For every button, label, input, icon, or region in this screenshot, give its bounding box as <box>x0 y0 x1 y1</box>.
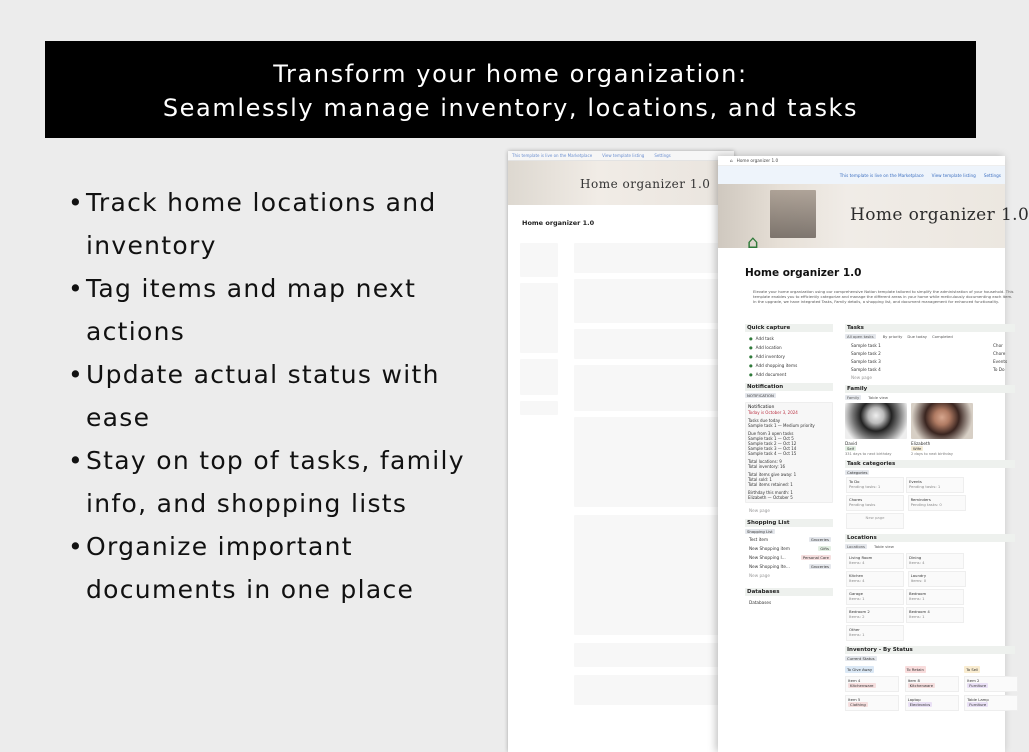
plus-icon: ● <box>749 372 753 377</box>
location-card[interactable]: Kitchen Items: 4 <box>846 571 904 587</box>
quick-capture-item[interactable]: ● Add location <box>749 345 782 350</box>
family-tabs <box>845 395 1015 400</box>
plus-icon: ● <box>749 354 753 359</box>
categories-view-tag[interactable]: Categories <box>847 469 868 475</box>
view-listing-link[interactable]: View template listing <box>931 172 976 178</box>
headline-line-2: Seamlessly manage inventory, locations, and tasks <box>162 94 859 122</box>
board-card[interactable]: Item 8 Kitchenware <box>905 676 959 692</box>
feature-item: • Tag items and map next actions <box>68 274 417 346</box>
preview-left-column <box>514 241 564 707</box>
tab-family[interactable]: Family <box>847 394 860 400</box>
quick-capture-item[interactable]: ● Add shopping items <box>749 363 798 368</box>
tab-all-open[interactable]: All open tasks <box>847 334 874 339</box>
category-card[interactable]: Chores Pending tasks <box>846 495 904 511</box>
notification-view-tag[interactable]: NOTIFICATION <box>747 393 774 398</box>
settings-link[interactable]: Settings <box>983 172 1001 178</box>
preview-screenshot-full <box>508 151 734 752</box>
feature-item: • Organize important documents in one place <box>68 532 415 604</box>
board-card[interactable]: Item 2 Furniture <box>964 676 1018 692</box>
inventory-heading: Inventory - By Status <box>845 646 1015 654</box>
right-column <box>845 324 1015 711</box>
inventory-view-tag[interactable]: Current Status <box>847 655 875 661</box>
board-column: To Retain Item 8 Kitchenware Laptop Electronics <box>905 666 959 711</box>
cover-image <box>718 184 1029 248</box>
databases-heading: Databases <box>745 588 833 596</box>
plus-icon: ● <box>749 345 753 350</box>
marketplace-notice-bar <box>718 166 1005 184</box>
feature-list <box>68 181 506 611</box>
task-row[interactable]: Sample task 4 <box>851 366 881 372</box>
task-row[interactable]: Sample task 1 <box>851 343 881 349</box>
board-column: To Sell Item 2 Furniture Table Lamp Furniture <box>964 666 1018 711</box>
family-heading: Family <box>845 385 1015 393</box>
home-icon: ⌂ <box>747 232 759 253</box>
preview-brand: Home organizer 1.0 <box>580 177 711 191</box>
board-card[interactable]: Laptop Electronics <box>905 695 959 711</box>
shopping-row[interactable]: New Shopping I... Personal Care <box>749 555 829 560</box>
tasks-tabs <box>845 334 1015 339</box>
category-card[interactable]: Reminders Pending tasks: 0 <box>908 495 966 511</box>
location-card[interactable]: Garage Items: 1 <box>846 589 904 605</box>
quick-capture-heading: Quick capture <box>745 324 833 332</box>
board-card[interactable]: Item 4 Kitchenware <box>845 676 899 692</box>
left-column <box>745 324 833 607</box>
inventory-board <box>845 666 1015 711</box>
feature-item: • Track home locations and inventory <box>68 188 437 260</box>
notification-heading: Notification <box>745 383 833 391</box>
preview-cover-image <box>508 161 734 205</box>
location-card[interactable]: Bedroom 4 Items: 1 <box>906 607 964 623</box>
category-card[interactable]: Events Pending tasks: 1 <box>906 477 964 493</box>
location-card[interactable]: Living Room Items: 4 <box>846 553 904 569</box>
shopping-heading: Shopping List <box>745 519 833 527</box>
feature-item: • Stay on top of tasks, family info, and shopping lists <box>68 446 465 518</box>
tasks-heading: Tasks <box>845 324 1015 332</box>
databases-link[interactable]: Databases <box>749 600 772 605</box>
tab-table-view[interactable]: Table view <box>868 394 888 400</box>
notification-card[interactable]: Notification Today is October 3, 2024 Tasks due today Sample task 1 — Medium priority Due from 3 open tasks Sample task 1 — Oct 5 Sample task 2 — Oct 12 Sample task 3 — Oct 14 Sample task 4 — Oct 15 Total locations: 9 Total inventory: 16 Total items give away: 1 Total sold: 1 Total items retained: 1 Birthday this month: 1 Elizabeth — October 5 <box>745 402 833 503</box>
quick-capture-item[interactable]: ● Add task <box>749 336 774 341</box>
tab-locations[interactable]: Locations <box>847 543 866 549</box>
headline-line-1: Transform your home organization: <box>273 60 748 88</box>
task-row[interactable]: Sample task 3 <box>851 358 881 364</box>
board-card[interactable]: Item 5 Clothing <box>845 695 899 711</box>
new-page-button[interactable]: New page <box>846 513 904 529</box>
tasks-table: Sample task 1 Sample task 2 Sample task 3 Sample task 4 New page Chor Chore Events To Do <box>845 342 1015 381</box>
page-icon: ⌂ <box>730 158 733 163</box>
board-column: To Give Away Item 4 Kitchenware Item 5 Clothing <box>845 666 899 711</box>
feature-item: • Update actual status with ease <box>68 360 440 432</box>
cover-brand: Home organizer 1.0 <box>850 205 1029 225</box>
task-row[interactable]: Sample task 2 <box>851 351 881 357</box>
location-card[interactable]: Dining Items: 4 <box>906 553 964 569</box>
plus-icon: ● <box>749 363 753 368</box>
family-gallery <box>845 403 1015 456</box>
preview-screenshot-zoomed <box>718 156 1029 752</box>
location-card[interactable]: Other Items: 1 <box>846 625 904 641</box>
locations-heading: Locations <box>845 534 1015 542</box>
locations-grid <box>845 552 1015 642</box>
family-card[interactable]: Elizabeth Wife 2 days to next birthday <box>911 403 977 456</box>
tab-due-today[interactable]: Due today <box>907 334 928 339</box>
family-card[interactable]: David Self 331 days to next birthday <box>845 403 911 456</box>
quick-capture-item[interactable]: ● Add document <box>749 372 787 377</box>
browser-tab: ⌂ Home organizer 1.0 <box>718 156 1005 166</box>
kitchen-photo <box>770 190 816 238</box>
family-photo <box>845 403 907 439</box>
quick-capture-item[interactable]: ● Add inventory <box>749 354 786 359</box>
shopping-row[interactable]: New Shopping Ite... Groceries <box>749 564 829 569</box>
location-card[interactable]: Bedroom 2 Items: 2 <box>846 607 904 623</box>
preview-topbar: This template is live on the Marketplace View template listing Settings <box>508 151 734 161</box>
new-page-button[interactable]: New page <box>851 374 872 380</box>
tab-completed[interactable]: Completed <box>932 334 953 339</box>
category-card[interactable]: To Do Pending tasks: 1 <box>846 477 904 493</box>
new-page-button[interactable]: New page <box>749 573 770 578</box>
location-card[interactable]: Laundry Items: 0 <box>908 571 966 587</box>
shopping-view-tag[interactable]: Shopping List <box>747 529 773 534</box>
preview-page-title: Home organizer 1.0 <box>522 219 595 227</box>
new-page-button[interactable]: New page <box>749 508 770 513</box>
preview-right-column <box>568 241 728 707</box>
notice-text: This template is live on the Marketplace <box>839 172 924 178</box>
shopping-row[interactable]: New Shopping item Gifts <box>749 546 829 551</box>
locations-tabs <box>845 544 1015 549</box>
tab-table-view[interactable]: Table view <box>874 543 894 549</box>
family-photo <box>911 403 973 439</box>
page-title: Home organizer 1.0 <box>745 267 862 279</box>
plus-icon: ● <box>749 336 753 341</box>
page-description: Elevate your home organization using our comprehensive Notion template tailored to simplify the administration of your household. This template enables you to efficiently categorize and manage the different areas in your home while meticulously documenting each item. In the upgrade, we have integrated Tasks, Family details, a shopping list, and document management for enhanced functionality. <box>753 289 1014 304</box>
preview-columns <box>508 241 734 707</box>
shopping-row[interactable]: Test item Groceries <box>749 537 829 542</box>
categories-grid <box>845 476 1015 530</box>
board-card[interactable]: Table Lamp Furniture <box>964 695 1018 711</box>
tab-by-priority[interactable]: By priority <box>882 334 903 339</box>
headline-banner <box>45 41 976 138</box>
location-card[interactable]: Bedroom Items: 1 <box>906 589 964 605</box>
task-categories-heading: Task categories <box>845 460 1015 468</box>
